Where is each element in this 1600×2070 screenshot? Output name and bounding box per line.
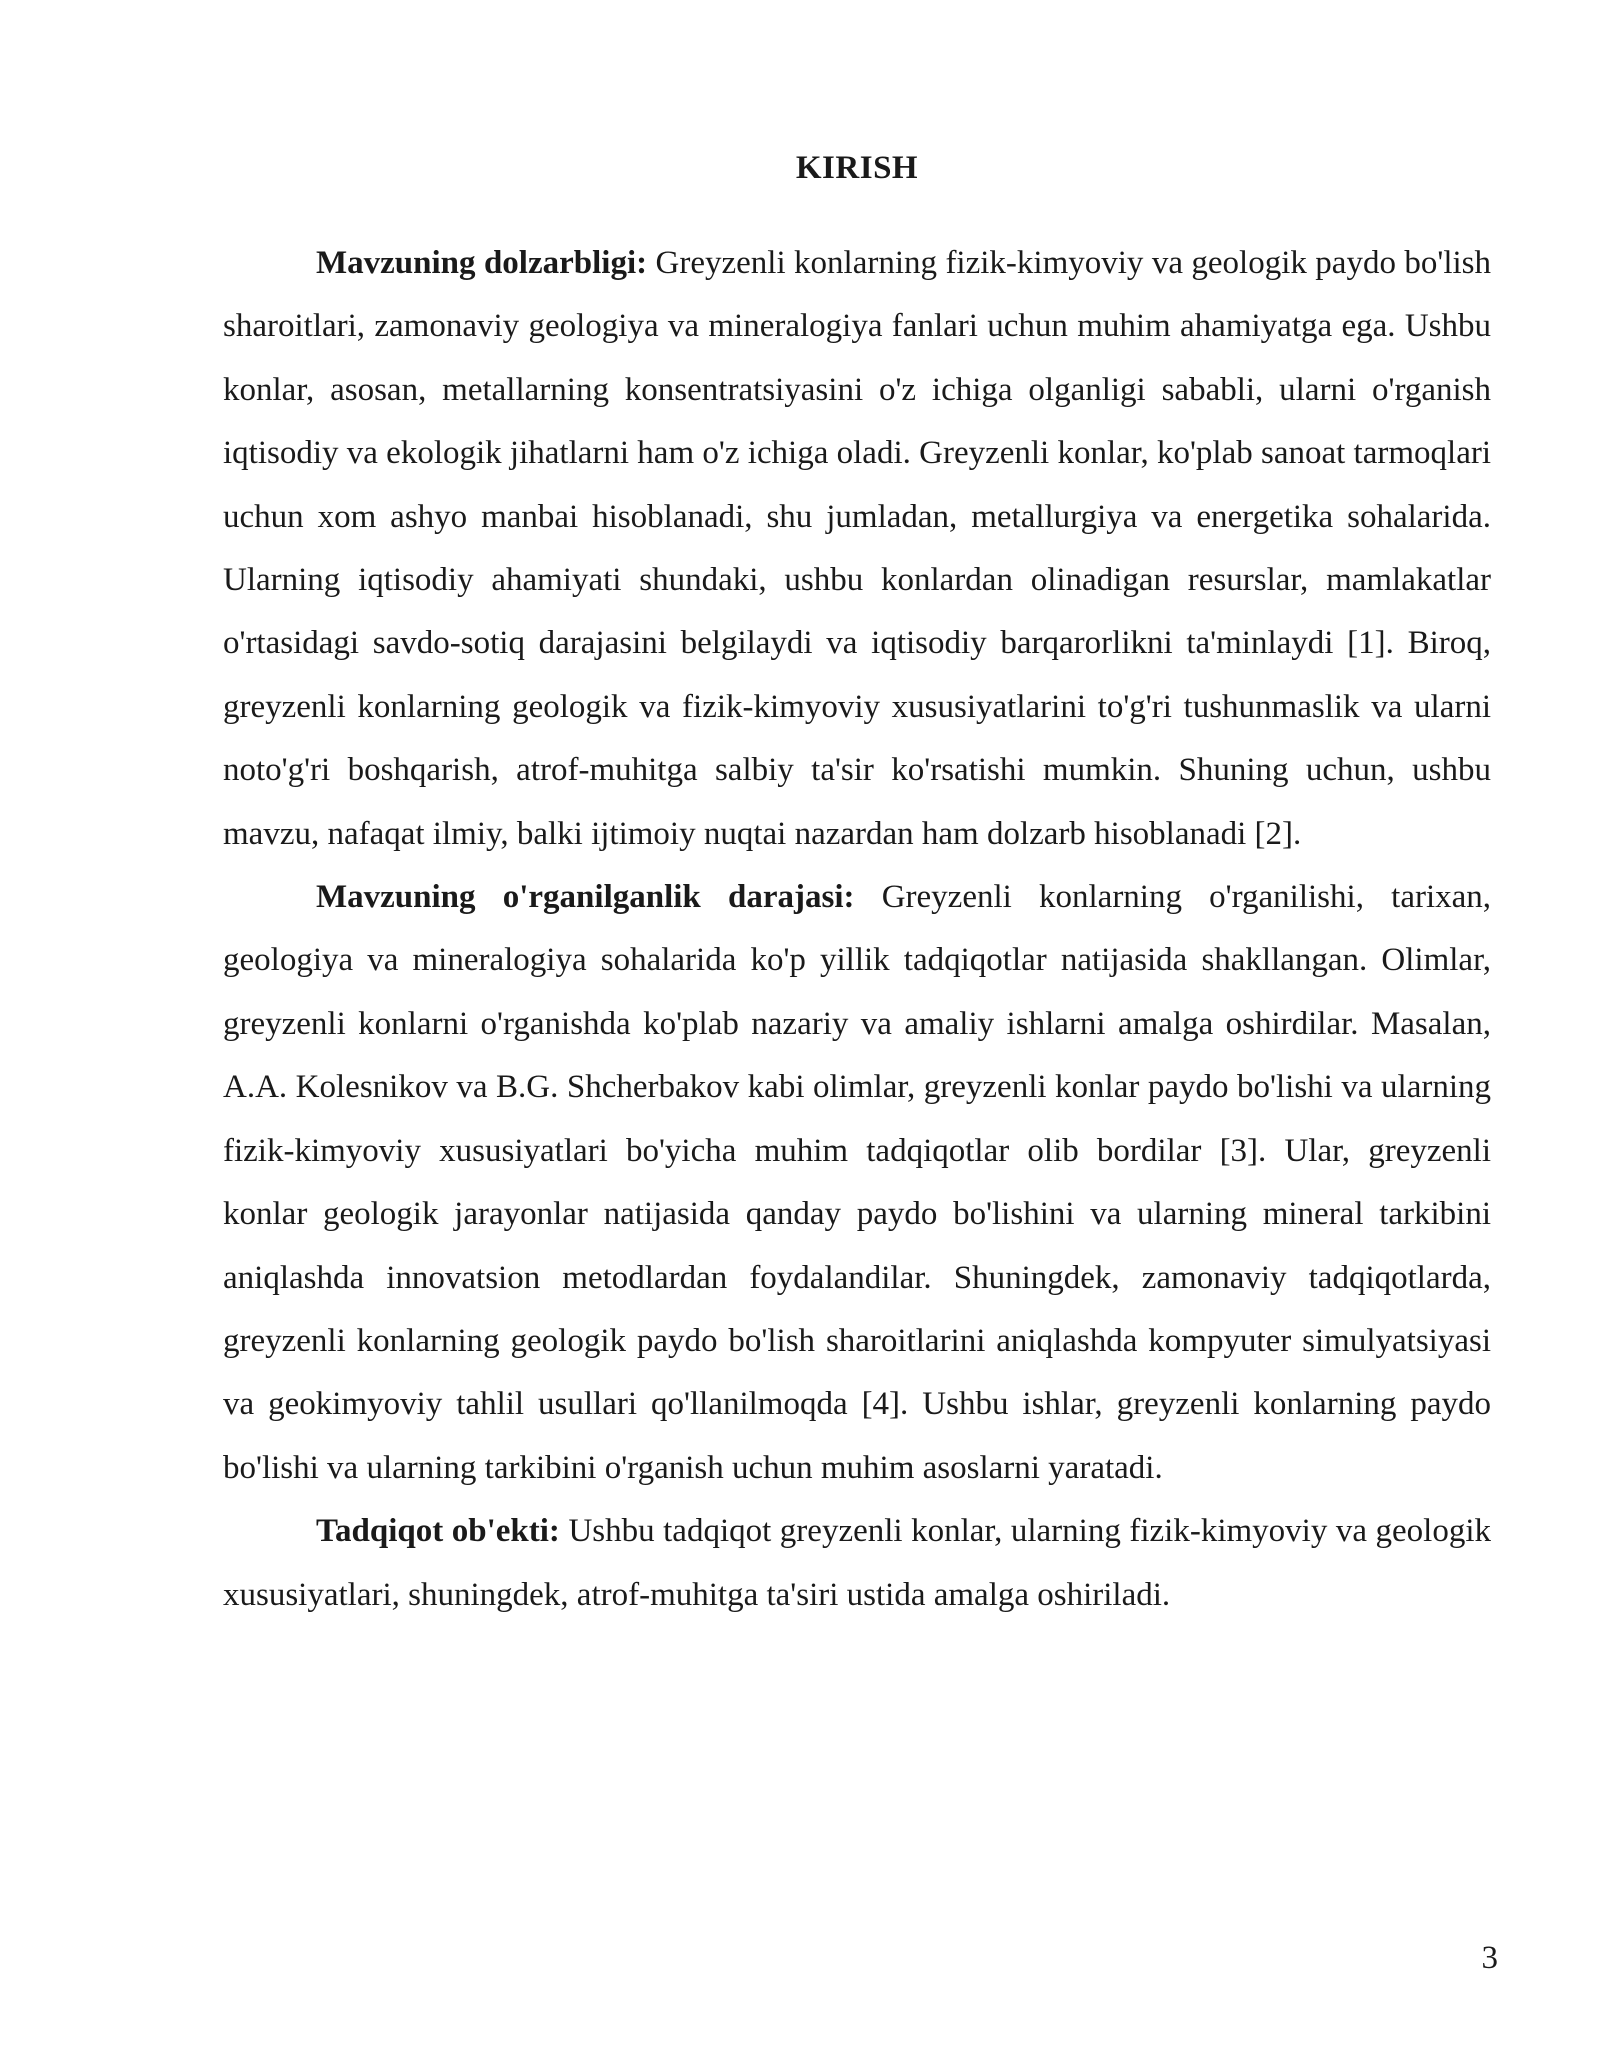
paragraph-lead: Mavzuning dolzarbligi: — [316, 245, 648, 281]
paragraph-lead: Tadqiqot ob'ekti: — [316, 1513, 560, 1550]
body-text — [223, 232, 1491, 1627]
page-number: 3 — [1481, 1940, 1498, 1976]
paragraph-text: Ushbu tadqiqot greyzenli konlar, ularning fizik-kimyoviy va geologik xususiyatlari, shuningdek, atrof-muhitga ta'siri ustida amalga oshiriladi. — [223, 1513, 1492, 1613]
paragraph-text: Greyzenli konlarning fizik-kimyoviy va geologik paydo bo'lish sharoitlari, zamonaviy geologiya va mineralogiya fanlari uchun muhim ahamiyatga ega. Ushbu konlar, asosan, metallarning konsentratsiyasini o'z ichiga olganligi sababli, ularni o'rganish iqtisodiy va ekologik jihatlarni ham o'z ichiga oladi. Greyzenli konlar, ko'plab sanoat tarmoqlari uchun xom ashyo manbai hisoblanadi, shu jumladan, metallurgiya va energetika sohalarida. Ularning iqtisodiy ahamiyati shundaki, ushbu konlardan olinadigan resurslar, mamlakatlar o'rtasidagi savdo-sotiq darajasini belgilaydi va iqtisodiy barqarorlikni ta'minlaydi [1]. Biroq, greyzenli konlarning geologik va fizik-kimyoviy xususiyatlarini to'g'ri tushunmaslik va ularni noto'g'ri boshqarish, atrof-muhitga salbiy ta'sir ko'rsatishi mumkin. Shuning uchun, ushbu mavzu, nafaqat ilmiy, balki ijtimoiy nuqtai nazardan ham dolzarb hisoblanadi [2]. — [223, 245, 1491, 852]
paragraph-text: Greyzenli konlarning o'rganilishi, tarixan, geologiya va mineralogiya sohalarida ko'p yillik tadqiqotlar natijasida shakllangan. Olimlar, greyzenli konlarni o'rganishda ko'plab nazariy va amaliy ishlarni amalga oshirdilar. Masalan, A.A. Kolesnikov va B.G. Shcherbakov kabi olimlar, greyzenli konlar paydo bo'lishi va ularning fizik-kimyoviy xususiyatlari bo'yicha muhim tadqiqotlar olib bordilar [3]. Ular, greyzenli konlar geologik jarayonlar natijasida qanday paydo bo'lishini va ularning mineral tarkibini aniqlashda innovatsion metodlardan foydalandilar. Shuningdek, zamonaviy tadqiqotlarda, greyzenli konlarning geologik paydo bo'lish sharoitlarini aniqlashda kompyuter simulyatsiyasi va geokimyoviy tahlil usullari qo'llanilmoqda [4]. Ushbu ishlar, greyzenli konlarning paydo bo'lishi va ularning tarkibini o'rganish uchun muhim asoslarni yaratadi. — [223, 879, 1492, 1486]
paragraph-study-degree — [223, 866, 1491, 1500]
page-title: KIRISH — [795, 150, 919, 186]
paragraph-research-object — [223, 1500, 1491, 1627]
paragraph-relevance — [223, 232, 1491, 866]
paragraph-lead: Mavzuning o'rganilganlik darajasi: — [316, 879, 855, 916]
